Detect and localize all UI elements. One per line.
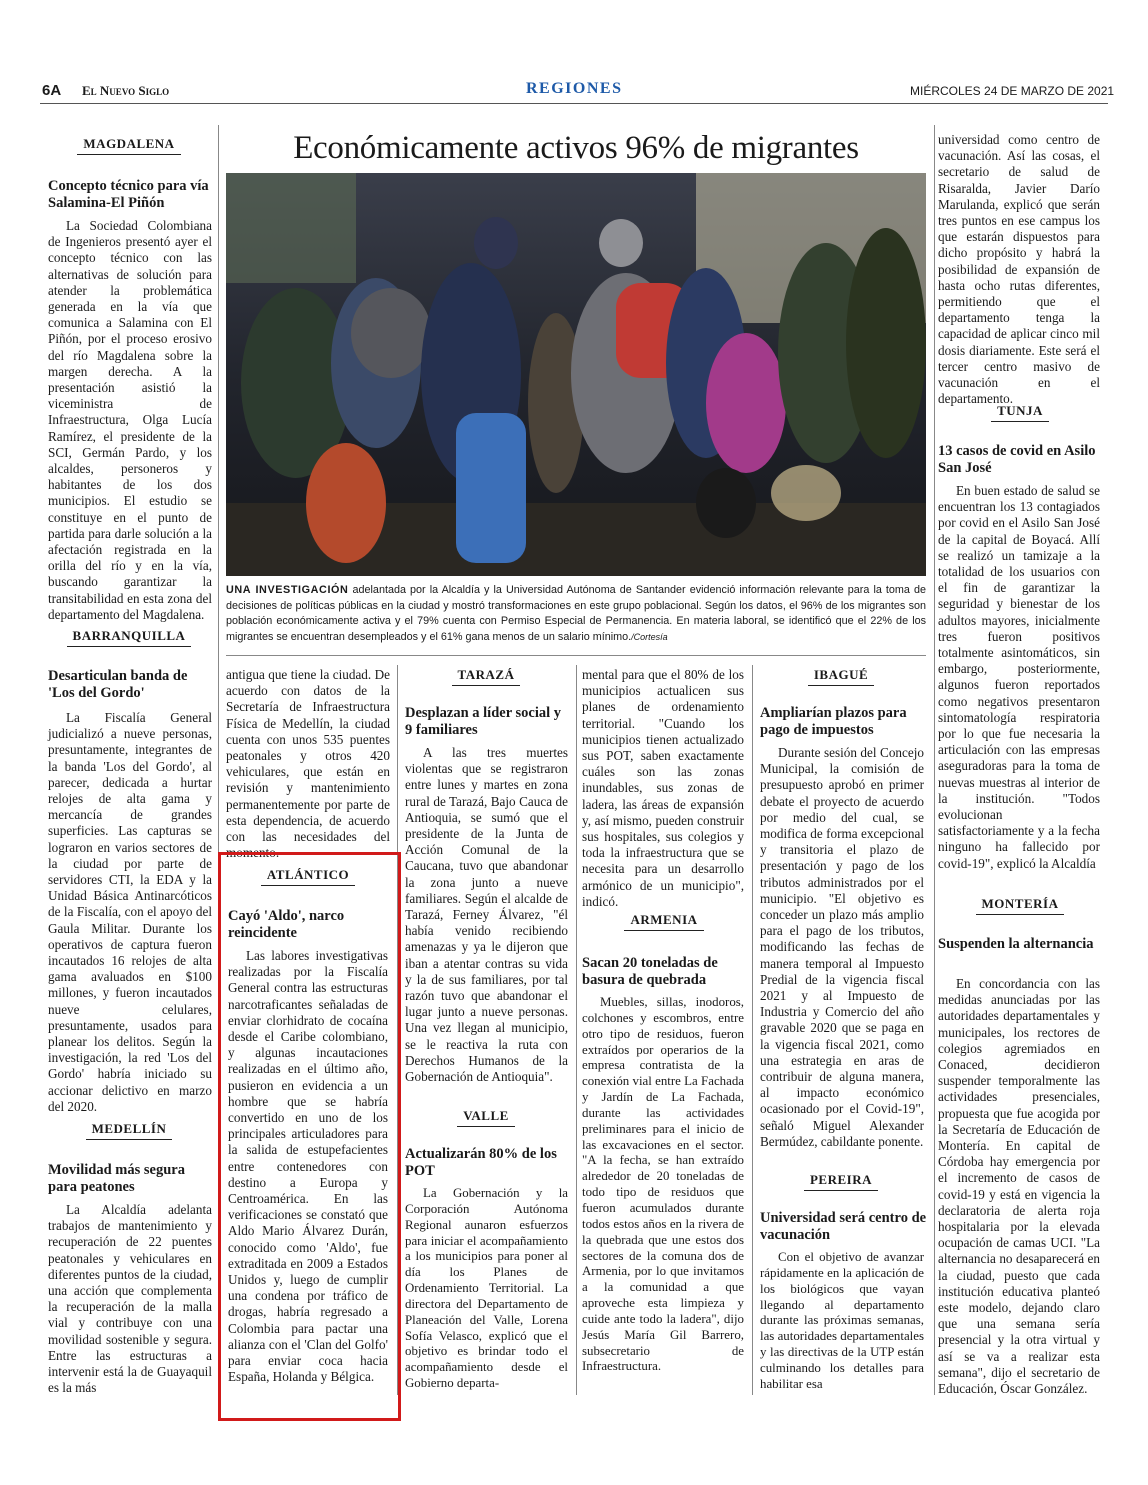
caption-credit: /Cortesía — [631, 631, 668, 642]
highlight-box — [218, 852, 401, 1421]
headline-monteria: Suspenden la alternancia — [938, 936, 1094, 952]
section-label-medellin: MEDELLÍN — [45, 1121, 213, 1140]
article-body-valle: La Gobernación y la Corporación Autónoma Regional aunaron esfuerzos para iniciar el acompañamiento a los municipios para poner al día los Planes de Ordenamiento Territorial. La directora del Departamento de Planeación del Valle, Lorena Sofía Velasco, explicó que el objetivo es brindar todo el acompañamiento desde el Gobierno departa- — [405, 1186, 568, 1391]
caption-lead: UNA INVESTIGACIÓN — [226, 584, 349, 596]
headline-pereira: Universidad será centro de vacunación — [760, 1210, 927, 1243]
article-body-monteria: En concordancia con las medidas anunciadas por las autoridades departamentales y municipales, los rectores de colegios agremiados en Conaced, decidieron suspender temporalmente las actividades presenciales, propuesta que fue acogida por la Secretaría de Educación de Montería. En capital de Córdoba hay emergencia por el incremento de casos de covid-19 y está en vigencia la declaratoria de alerta roja hospitalaria por la elevada ocupación de camas UCI. "La alternancia no desaparecerá en la ciudad, puesto que cada institución educativa planteó este modelo, dejando claro que una semana sería presencial y la otra virtual y así se va a realizar esta semana", dijo el secretario de Educación, Óscar González. — [938, 976, 1100, 1397]
section-label-monteria: MONTERÍA — [936, 896, 1104, 915]
section-name: REGIONES — [526, 80, 623, 97]
article-body-atlantico: Las labores investigativas realizadas por la Fiscalía General contra las estructuras narcotraficantes señaladas de enviar clorhidrato de cocaína desde el Caribe colombiano, y algunas incautaciones realizadas en el último año, pusieron en evidencia a un hombre que se habría convertido en uno de los principales articuladores para la salida de estupefacientes entre contenedores con destino a Europa y Centroamérica. En las verificaciones se constató que Aldo Mario Álvarez Durán, conocido como 'Aldo', fue extraditada en 2009 a Estados Unidos y, luego de cumplir una condena por tráfico de drogas, habría regresado a Colombia para pactar una alianza con el 'Clan del Golfo' para enviar coca hacia España, Holanda y Bélgica. — [228, 948, 388, 1385]
issue-date: MIÉRCOLES 24 DE MARZO DE 2021 — [910, 84, 1115, 98]
section-label-atlantico: ATLÁNTICO — [224, 867, 392, 886]
headline-tunja: 13 casos de covid en Asilo San José — [938, 443, 1096, 476]
article-body-medellin: La Alcaldía adelanta trabajos de mantenimiento y recuperación de 22 puentes peatonales y vehiculares en diferentes puntos de la ciudad, una acción que complementa la recuperación de la malla vial y contribuye con una movilidad sostenible y segura. Entre las estructuras a intervenir está la de Guayaquil es la más — [48, 1202, 212, 1396]
article-body-armenia: Muebles, sillas, inodoros, colchones y escombros, entre otro tipo de residuos, fueron extraídos por operarios de la empresa contratista de la conexión vial entre La Fachada y Jardín de La Fachada, durante las actividades preliminares para el inicio de las excavaciones en el sector. "A la fecha, se han extraído alrededor de 20 toneladas de todo tipo de residuos que fueron acumulados durante todos estos años en la rivera de la quebrada que une estos dos sectores de la comuna dos de Armenia, por lo que invitamos a la comunidad a que aproveche esta limpieza y cuide ante todo la ladera", dijo Jesús María Gil Barrero, subsecretario de Infraestructura. — [582, 995, 744, 1374]
migrants-crowd-photo — [226, 173, 926, 576]
headline-taraza: Desplazan a líder social y 9 familiares — [405, 705, 562, 738]
newspaper-name: El Nuevo Siglo — [82, 83, 170, 98]
article-body-pereira: Con el objetivo de avanzar rápidamente en la aplicación de los biológicos que vayan llegando al departamento durante las próximas semanas, las autoridades departamentales y las directivas de la UTP están culminando los detalles para habilitar esa — [760, 1250, 924, 1391]
article-body-pereira-continued: universidad como centro de vacunación. Así las cosas, el secretario de salud de Risaralda, Javier Darío Marulanda, explicó que serán tres puntos en ese campus los que estarán dispuestos para dicho propósito y habrá la posibilidad de expansión de hasta ocho rutas diferentes, permitiendo que el departamento tenga la capacidad de aplicar cinco mil dosis diariamente. Este será el tercer centro masivo de vacunación en el departamento. — [938, 132, 1100, 407]
caption-rule — [226, 655, 926, 656]
headline-magdalena: Concepto técnico para vía Salamina-El Piñón — [48, 178, 209, 211]
headline-armenia: Sacan 20 toneladas de basura de quebrada — [582, 955, 718, 988]
section-label-valle: VALLE — [402, 1108, 570, 1127]
article-body-magdalena: La Sociedad Colombiana de Ingenieros presentó ayer el concepto técnico con las alternativas de solución para atender la problemática generada en la vía que comunica a Salamina con El Piñón, por el proceso erosivo del río Magdalena sobre la margen derecha. A la presentación asistió la viceministra de Infraestructura, Olga Lucía Ramírez, el presidente de la SCI, Germán Pardo, y los alcaldes, personeros y habitantes de los dos municipios. El estudio se constituye en el punto de partida para darle solución a la afectación registrada en la orilla del río y en la vía, buscando garantizar la transitabilidad en esta zona del departamento del Magdalena. — [48, 218, 212, 622]
headline-medellin: Movilidad más segura para peatones — [48, 1162, 185, 1195]
article-body-ibague: Durante sesión del Concejo Municipal, la comisión de presupuesto aprobó en primer debate el proyecto de acuerdo por medio del cual, se modifica de forma excepcional y transitoria el plazo de presentación y pago de los tributos administrados por el municipio. "El objetivo es conceder un plazo más amplio para el pago de los tributos, modificando las fechas de manera temporal al Impuesto Predial de la vigencia fiscal 2021 y al Impuesto de Industria y Comercio del año gravable 2020 que se paga en la vigencia fiscal 2021, como una estrategia en aras de contribuir de alguna manera, al impacto económico ocasionado por el Covid-19", señaló Miguel Alexander Bermúdez, cabildante ponente. — [760, 745, 924, 1149]
section-label-magdalena: MAGDALENA — [45, 136, 213, 155]
masthead-rule — [40, 103, 1108, 104]
headline-barranquilla: Desarticulan banda de 'Los del Gordo' — [48, 668, 188, 701]
lead-headline: Económicamente activos 96% de migrantes — [293, 130, 859, 166]
section-label-armenia: ARMENIA — [580, 912, 748, 931]
page-number: 6A — [42, 82, 62, 99]
column-rule — [934, 125, 935, 1395]
headline-atlantico: Cayó 'Aldo', narco reincidente — [228, 908, 345, 941]
section-label-barranquilla: BARRANQUILLA — [45, 628, 213, 647]
column-rule — [576, 665, 577, 1395]
headline-ibague: Ampliarían plazos para pago de impuestos — [760, 705, 907, 738]
article-body-taraza: A las tres muertes violentas que se registraron entre lunes y martes en zona rural de Tarazá, Bajo Cauca de Antioquia, se sumó que el presidente de la Junta de Acción Comunal de la Caucana, tuvo que abandonar la zona junto a nueve familiares. Según el alcalde de Tarazá, Ferney Álvarez, "él había venido recibiendo amenazas y ya le dijeron que iban a atentar contras su vida y la de sus familiares, por tal razón tuvo que abandonar el lugar junto a nueve personas. Una vez llegan al municipio, se le reactiva la ruta con Derechos Humanos de la Gobernación de Antioquia". — [405, 745, 568, 1085]
article-body-tunja: En buen estado de salud se encuentran los 13 contagiados por covid en el Asilo San José de la capital de Boyacá. Allí se realizó un tamizaje a la totalidad de los usuarios con el fin de garantizar la seguridad y bienestar de los adultos mayores, inicialmente tres fueron positivos totalmente asintomáticos, sin embargo, posteriormente, algunos fueron reportados como negativos presentaron sintomatología respiratoria por lo que fue necesaria la articulación con las empresas aseguradoras para la toma de nuevas muestras al interior de la institución. "Todos evolucionan satisfactoriamente y a la fecha ninguno ha fallecido por covid-19", explicó la Alcaldía — [938, 483, 1100, 871]
section-label-taraza: TARAZÁ — [402, 667, 570, 686]
column-rule — [752, 665, 753, 1395]
article-body-valle-continued: mental para que el 80% de los municipios actualicen sus planes de ordenamiento territorial. "Cuando los municipios tienen actualizado sus POT, saben exactamente cuáles son las zonas inundables, sus zonas de ladera, las áreas de expansión y, así mismo, pueden construir sus hospitales, sus colegios y toda la infraestructura que se necesita para un desarrollo armónico de un municipio", indicó. — [582, 667, 744, 909]
article-body-barranquilla: La Fiscalía General judicializó a nueve personas, presuntamente, integrantes de la banda 'Los del Gordo', al parecer, dedicada a hurtar relojes de alta gama y mercancía de grandes superficies. Las capturas se lograron en varios sectores de la ciudad por parte de servidores CTI, la EDA y la Unidad Básica Antinarcóticos de la Fiscalía, con el apoyo del Gaula Militar. Durante los operativos de captura fueron incautados 16 relojes de alta gama avaluados en $100 millones, y fueron incautados nueve celulares, presuntamente, usados para planear los delitos. Según la investigación, la red 'Los del Gordo' habría iniciado su accionar delictivo en marzo del 2020. — [48, 710, 212, 1114]
caption-text: adelantada por la Alcaldía y la Universidad Autónoma de Santander evidenció información relevante para la toma de decisiones de políticas públicas en la ciudad y mostró transformaciones en este grupo poblacional. Según los datos, el 96% de los migrantes son población económicamente activa y el 79% cuenta con Permiso Especial de Permanencia. En materia laboral, se identificó que el 22% de los migrantes se encuentran desempleados y el 61% gana menos de un salario mínimo. — [226, 584, 926, 643]
article-body-medellin-continued: antigua que tiene la ciudad. De acuerdo con datos de la Secretaría de Infraestructura Física de Medellín, la ciudad cuenta con unos 535 puentes peatonales y otros 420 vehiculares, que están en revisión y mantenimiento permanentemente por parte de esta dependencia, de acuerdo con las necesidades del momento. — [226, 667, 390, 861]
headline-valle: Actualizarán 80% de los POT — [405, 1146, 557, 1179]
section-label-tunja: TUNJA — [936, 403, 1104, 422]
section-label-ibague: IBAGUÉ — [757, 667, 925, 686]
lead-photo — [226, 173, 926, 576]
photo-caption — [226, 583, 926, 645]
section-label-pereira: PEREIRA — [757, 1172, 925, 1191]
